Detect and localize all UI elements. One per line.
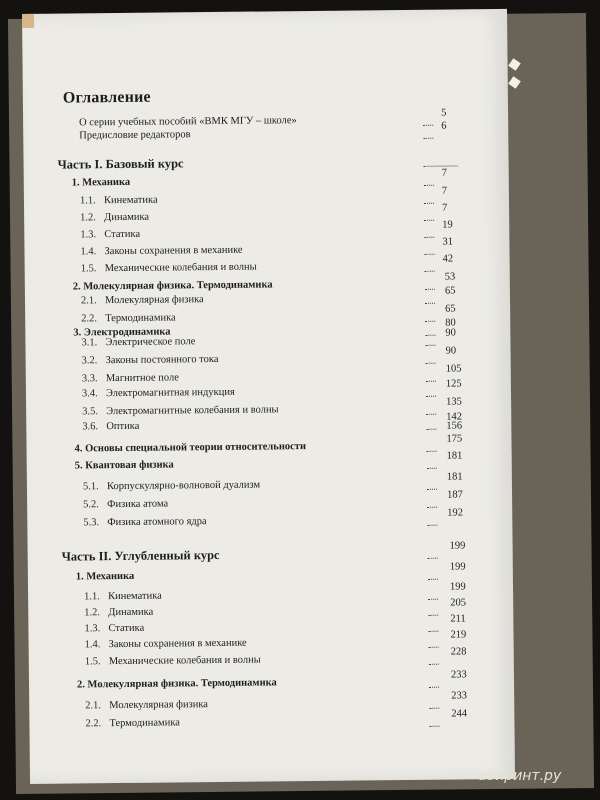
toc-leader-dots (429, 726, 439, 727)
toc-entry-label: Механические колебания и волны (104, 261, 257, 275)
toc-entry-label: Статика (104, 228, 141, 241)
toc-page-number: 187 (447, 489, 463, 501)
toc-page-number: 199 (449, 561, 466, 573)
toc-leader-dots (425, 321, 435, 322)
toc-entry-number: 1.3. (80, 229, 97, 241)
toc-entry (84, 646, 469, 669)
toc-entry-label: 1. Механика (71, 176, 131, 189)
toc-leader-dots (424, 165, 458, 166)
toc-entry-number: 1.2. (80, 212, 96, 224)
toc-entry-number: 1.4. (84, 639, 101, 651)
toc-entry-label: Корпускулярно-волновой дуализм (106, 479, 261, 493)
toc-page-number: 135 (446, 396, 462, 408)
toc-entry-label: Законы сохранения в механике (108, 637, 247, 651)
toc-entry-label: Физика атома (107, 498, 169, 511)
toc-entry (83, 489, 467, 512)
toc-page-number: 7 (441, 167, 447, 179)
toc-page-number: 125 (445, 378, 462, 390)
toc-entry-number: 1.2. (84, 607, 101, 619)
toc-entry-label: 1. Механика (75, 570, 135, 583)
toc-entry-number: 3.2. (81, 355, 98, 367)
toc-page-number: 142 (446, 411, 463, 423)
toc-entry-label: О серии учебных пособий «ВМК МГУ – школе» (79, 115, 297, 129)
toc-entry-number: 2.2. (85, 718, 102, 730)
toc-entry-label: 4. Основы специальной теории относительности (74, 441, 307, 455)
toc-leader-dots (429, 708, 439, 709)
toc-chapter (74, 450, 467, 473)
toc-leader-dots (429, 664, 439, 665)
toc-leader-dots (428, 615, 438, 616)
toc-entry-number: 3.3. (81, 373, 98, 385)
toc-entry-label: Термодинамика (105, 312, 176, 325)
toc-entry-label: Молекулярная физика (104, 294, 204, 307)
toc-entry-number: 1.1. (84, 591, 100, 603)
toc-page-number: 192 (447, 507, 464, 519)
toc-leader-dots (424, 237, 434, 238)
toc-entry-number: 5.3. (83, 517, 100, 529)
toc-entry-number: 1.5. (80, 263, 97, 275)
toc-leader-dots (427, 489, 437, 490)
toc-page-number: 90 (445, 345, 457, 357)
toc-part (58, 153, 464, 171)
toc-page-number: 199 (449, 581, 466, 593)
toc-chapter (75, 561, 468, 584)
toc-page-number: 42 (442, 253, 454, 265)
toc-entry-label: Электрическое поле (105, 336, 196, 349)
toc-part (61, 540, 468, 564)
toc-entry-label: Динамика (104, 211, 150, 224)
toc-entry (85, 690, 469, 713)
toc-leader-dots (427, 451, 437, 452)
toc-entry-label: 3. Электродинамика (73, 326, 171, 339)
toc-leader-dots (424, 185, 434, 186)
toc-leader-dots (426, 363, 436, 364)
toc-entry-number: 2.2. (81, 313, 98, 325)
toc-leader-dots (428, 631, 438, 632)
toc-entry-label: Часть II. Углубленный курс (61, 547, 220, 564)
toc-leader-dots (426, 414, 436, 415)
page-corner (22, 14, 34, 28)
toc-page-number: 244 (451, 708, 468, 720)
toc-leader-dots (425, 254, 435, 255)
toc-entry-label: Законы постоянного тока (105, 353, 219, 367)
toc-page-number: 228 (450, 646, 467, 658)
toc-page-number: 7 (441, 185, 448, 197)
toc-leader-dots (426, 381, 436, 382)
toc-leader-dots (429, 647, 439, 648)
toc-entry-label: 2. Молекулярная физика. Термодинамика (72, 279, 273, 293)
toc-entry-label: Часть I. Базовый курс (57, 156, 184, 172)
toc-entry-label: Кинематика (108, 590, 162, 603)
toc-entry (82, 471, 467, 494)
toc-chapter (76, 669, 469, 692)
toc-entry (79, 185, 464, 208)
toc-entry-label: 5. Квантовая физика (74, 459, 174, 472)
toc-entry (85, 708, 469, 731)
toc-leader-dots (425, 345, 435, 346)
toc-entry-label: Механические колебания и волны (108, 654, 261, 668)
watermark: абиринт.ру (478, 768, 562, 784)
toc-leader-dots (428, 558, 438, 559)
toc-entry-number: 3.1. (81, 337, 98, 349)
toc-entry (80, 253, 465, 276)
toc-entry-number: 1.3. (84, 623, 101, 635)
toc-page-number: 105 (445, 363, 462, 375)
toc-page-number: 233 (451, 690, 467, 702)
toc-page-number: 65 (445, 303, 456, 315)
toc-entry-number: 1.4. (80, 246, 97, 258)
toc-chapter (74, 433, 466, 456)
toc-entry-label: Электромагнитные колебания и волны (106, 404, 279, 418)
toc-page-number: 175 (446, 433, 463, 445)
toc-entry-label: Термодинамика (109, 717, 180, 730)
toc-page-number: 65 (444, 285, 456, 297)
toc-leader-dots (428, 579, 438, 580)
toc-entry-number: 2.1. (80, 295, 97, 307)
toc-leader-dots (427, 507, 437, 508)
toc-entry-number: 5.1. (82, 481, 99, 493)
toc-page-number: 90 (445, 327, 456, 339)
toc-title: Оглавление (62, 88, 151, 107)
toc-leader-dots (425, 303, 435, 304)
toc-entry-number: 1.1. (79, 195, 96, 207)
toc-entry-number: 5.2. (83, 499, 99, 511)
toc-entry-label: Законы сохранения в механике (104, 244, 243, 258)
toc-page-number: 31 (442, 236, 453, 248)
toc-entry-number: 2.1. (85, 700, 102, 712)
toc-page-number: 80 (445, 317, 456, 329)
toc-entry-label: Молекулярная физика (109, 699, 208, 712)
toc-entry-number: 3.4. (81, 388, 98, 400)
toc-leader-dots (427, 525, 437, 526)
book-page (22, 9, 515, 784)
toc-entry-label: Динамика (108, 606, 154, 619)
toc-entry-label: Предисловие редакторов (79, 129, 191, 142)
toc-entry-label: Физика атомного ядра (107, 516, 207, 529)
toc-entry-number: 1.5. (84, 656, 101, 668)
toc-entry-label: Оптика (106, 420, 140, 433)
toc-leader-dots (427, 468, 437, 469)
toc-leader-dots (425, 271, 435, 272)
toc-page-number: 19 (442, 219, 453, 231)
toc-page-number: 199 (449, 540, 466, 552)
toc-page-number: 211 (450, 613, 466, 625)
toc-page-number: 6 (441, 120, 447, 132)
toc-leader-dots (423, 138, 433, 139)
toc-entry-number: 3.6. (82, 421, 99, 433)
toc-leader-dots (426, 396, 436, 397)
toc-entry-label: Магнитное поле (105, 372, 179, 385)
toc-entry-label: 2. Молекулярная физика. Термодинамика (76, 677, 277, 691)
toc-page-number: 205 (450, 597, 466, 609)
toc-entry (80, 202, 464, 225)
toc-page-number: 5 (441, 107, 447, 119)
toc-leader-dots (429, 687, 439, 688)
toc-entry-label: Электромагнитная индукция (105, 386, 235, 400)
toc-page-number: 156 (446, 420, 463, 432)
toc-page-number: 53 (444, 271, 456, 283)
toc-page-number: 181 (446, 450, 463, 462)
toc-entry (83, 507, 467, 530)
toc-entry (81, 345, 466, 368)
toc-leader-dots (428, 599, 438, 600)
toc-leader-dots (425, 289, 435, 290)
toc-leader-dots (424, 203, 434, 204)
toc-entry-label: Кинематика (103, 194, 158, 207)
toc-entry-number: 3.5. (82, 406, 98, 418)
toc-page-number: 219 (450, 629, 467, 641)
toc-page-number: 7 (441, 202, 448, 214)
toc-entry (80, 236, 464, 259)
toc-chapter (71, 167, 464, 190)
toc-entry (80, 219, 464, 242)
toc-page-number: 181 (446, 471, 463, 483)
toc-entry (84, 581, 468, 604)
toc-page-number: 233 (450, 669, 467, 681)
toc-entry-label: Статика (108, 622, 145, 635)
toc-leader-dots (424, 220, 434, 221)
